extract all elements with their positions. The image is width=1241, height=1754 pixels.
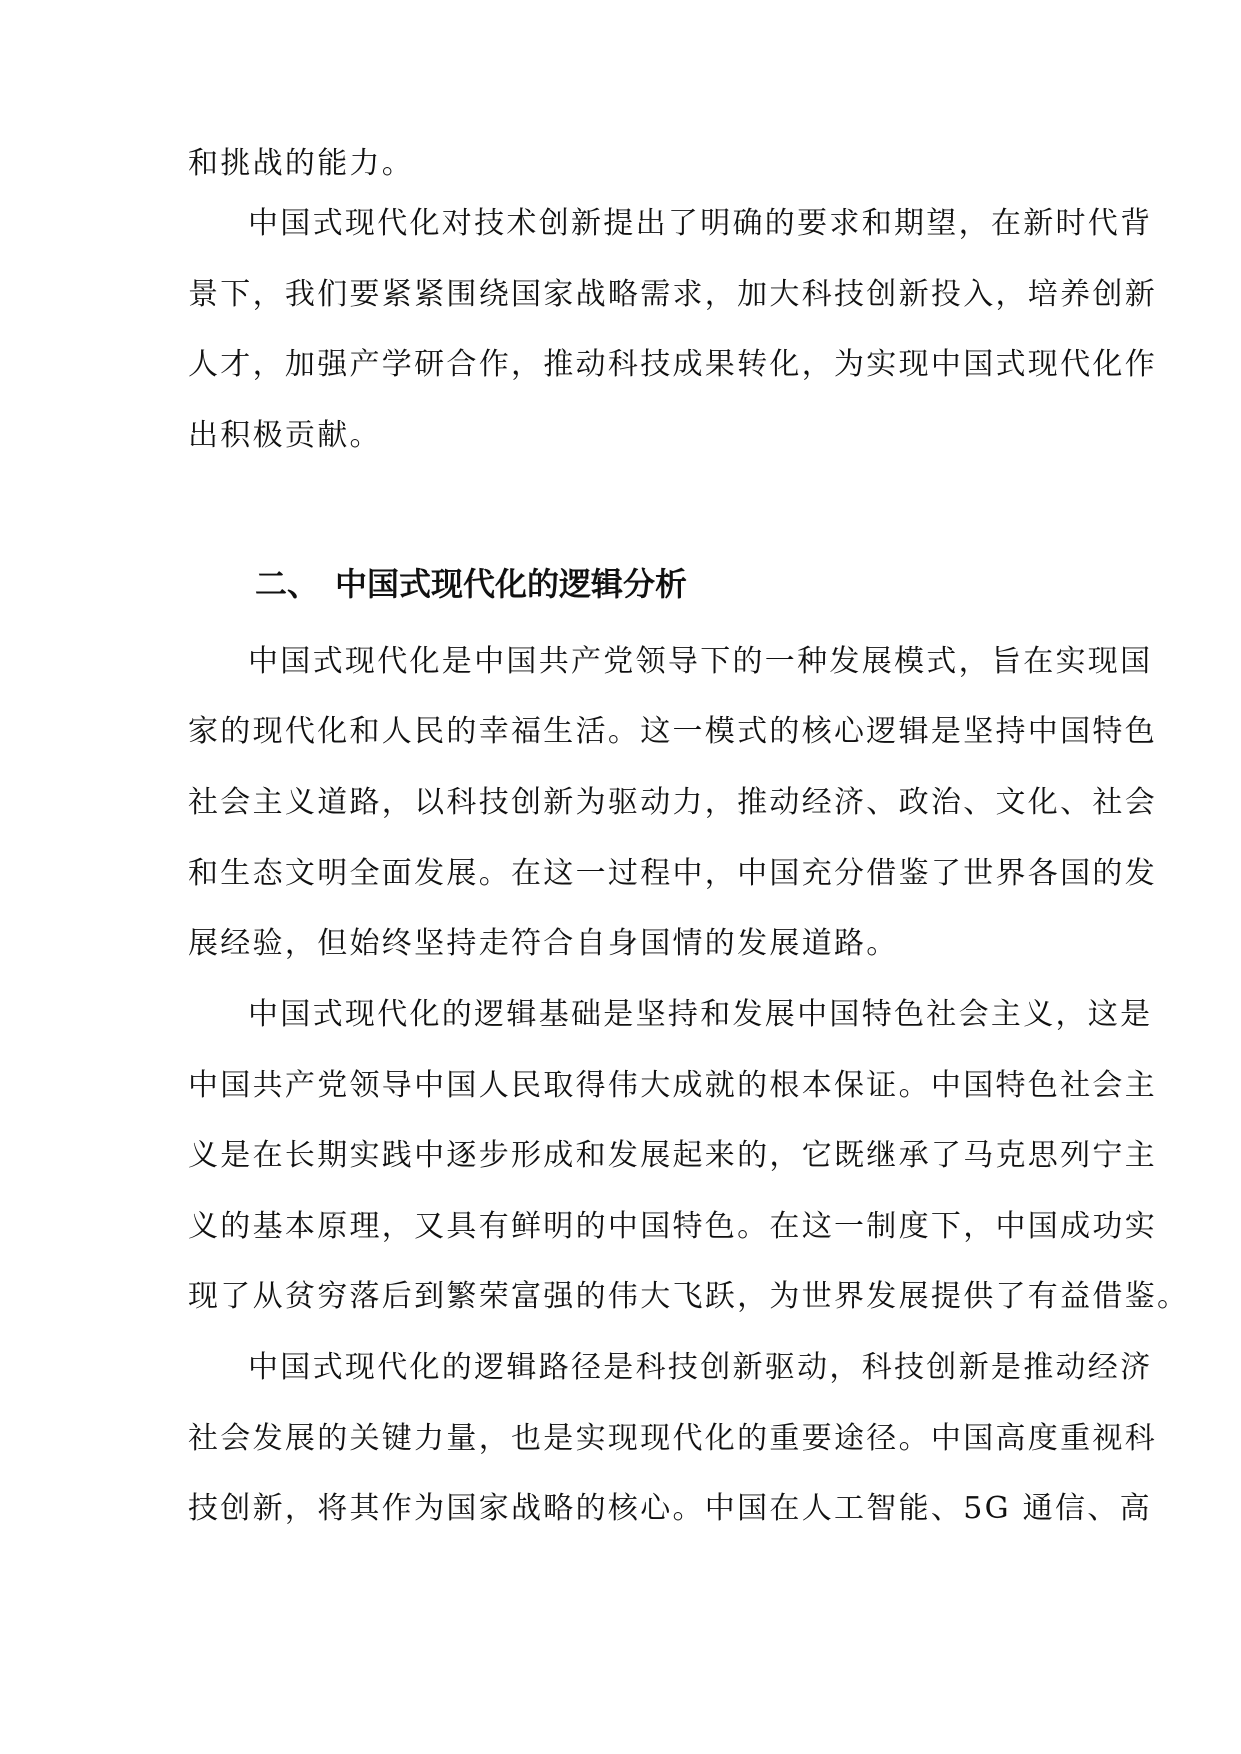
paragraph-line: 义是在长期实践中逐步形成和发展起来的，它既继承了马克思列宁主 <box>188 1138 1157 1173</box>
paragraph-line: 中国式现代化对技术创新提出了明确的要求和期望，在新时代背 <box>248 206 1153 241</box>
paragraph-line: 中国共产党领导中国人民取得伟大成就的根本保证。中国特色社会主 <box>188 1068 1157 1103</box>
paragraph-line: 中国式现代化是中国共产党领导下的一种发展模式，旨在实现国 <box>248 644 1153 679</box>
paragraph-line: 技创新，将其作为国家战略的核心。中国在人工智能、5G 通信、高 <box>188 1491 1152 1526</box>
section-number: 二、 <box>255 565 320 603</box>
paragraph-line: 中国式现代化的逻辑路径是科技创新驱动，科技创新是推动经济 <box>248 1350 1153 1385</box>
section-heading <box>255 562 687 606</box>
paragraph-line: 现了从贫穷落后到繁荣富强的伟大飞跃，为世界发展提供了有益借鉴。 <box>188 1279 1190 1314</box>
paragraph-line: 出积极贡献。 <box>188 418 382 453</box>
paragraph-line: 中国式现代化的逻辑基础是坚持和发展中国特色社会主义，这是 <box>248 997 1153 1032</box>
paragraph-line: 和生态文明全面发展。在这一过程中，中国充分借鉴了世界各国的发 <box>188 856 1157 891</box>
paragraph-line: 景下，我们要紧紧围绕国家战略需求，加大科技创新投入，培养创新 <box>188 277 1157 312</box>
paragraph-line: 人才，加强产学研合作，推动科技成果转化，为实现中国式现代化作 <box>188 347 1157 382</box>
paragraph-line: 社会发展的关键力量，也是实现现代化的重要途径。中国高度重视科 <box>188 1421 1157 1456</box>
paragraph-line: 家的现代化和人民的幸福生活。这一模式的核心逻辑是坚持中国特色 <box>188 714 1157 749</box>
paragraph-line: 义的基本原理，又具有鲜明的中国特色。在这一制度下，中国成功实 <box>188 1209 1157 1244</box>
paragraph-line: 展经验，但始终坚持走符合自身国情的发展道路。 <box>188 926 899 961</box>
paragraph-line: 和挑战的能力。 <box>188 146 415 181</box>
section-title: 中国式现代化的逻辑分析 <box>335 565 688 603</box>
paragraph-line: 社会主义道路，以科技创新为驱动力，推动经济、政治、文化、社会 <box>188 785 1157 820</box>
